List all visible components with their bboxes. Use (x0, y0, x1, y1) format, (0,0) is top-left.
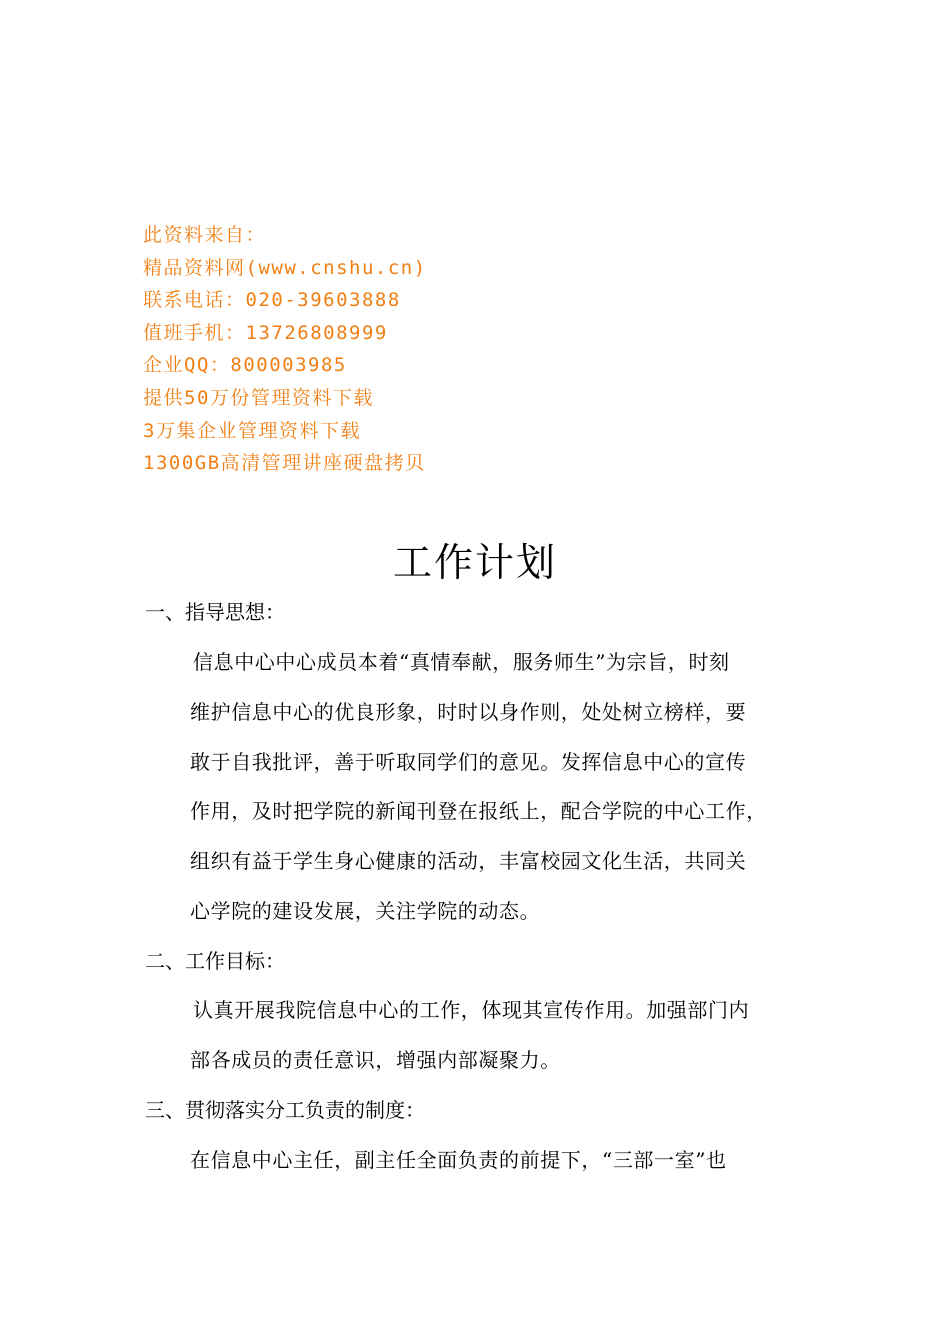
source-line-mobile: 值班手机：13726808999 (143, 321, 388, 344)
paragraph-line: 维护信息中心的优良形象，时时以身作则，处处树立榜样，要 (190, 700, 747, 724)
source-line-offer-3: 1300GB高清管理讲座硬盘拷贝 (143, 452, 426, 475)
paragraph-line: 在信息中心主任，副主任全面负责的前提下，“三部一室”也 (190, 1148, 727, 1172)
source-line-phone: 联系电话：020-39603888 (143, 289, 401, 312)
source-info-block (143, 219, 643, 480)
paragraph-line: 信息中心中心成员本着“真情奉献，服务师生”为宗旨，时刻 (193, 650, 730, 674)
document-title: 工作计划 (392, 541, 557, 586)
section-heading-1: 一、指导思想： (145, 600, 285, 624)
source-line-website: 精品资料网(www.cnshu.cn) (143, 256, 427, 279)
paragraph-line: 心学院的建设发展，关注学院的动态。 (190, 899, 541, 923)
source-line-from: 此资料来自： (143, 224, 267, 246)
source-line-qq: 企业QQ：800003985 (143, 354, 347, 377)
paragraph-line: 敢于自我批评，善于听取同学们的意见。发挥信息中心的宣传 (190, 750, 747, 774)
paragraph-line: 认真开展我院信息中心的工作，体现其宣传作用。加强部门内 (193, 998, 750, 1022)
section-heading-2: 二、工作目标： (145, 949, 285, 973)
source-line-offer-1: 提供50万份管理资料下载 (143, 386, 374, 409)
paragraph-line: 作用，及时把学院的新闻刊登在报纸上，配合学院的中心工作， (190, 799, 767, 823)
source-line-offer-2: 3万集企业管理资料下载 (143, 419, 361, 442)
paragraph-line: 部各成员的责任意识，增强内部凝聚力。 (190, 1048, 561, 1072)
section-heading-3: 三、贯彻落实分工负责的制度： (145, 1098, 425, 1122)
paragraph-line: 组织有益于学生身心健康的活动，丰富校园文化生活，共同关 (190, 849, 747, 873)
